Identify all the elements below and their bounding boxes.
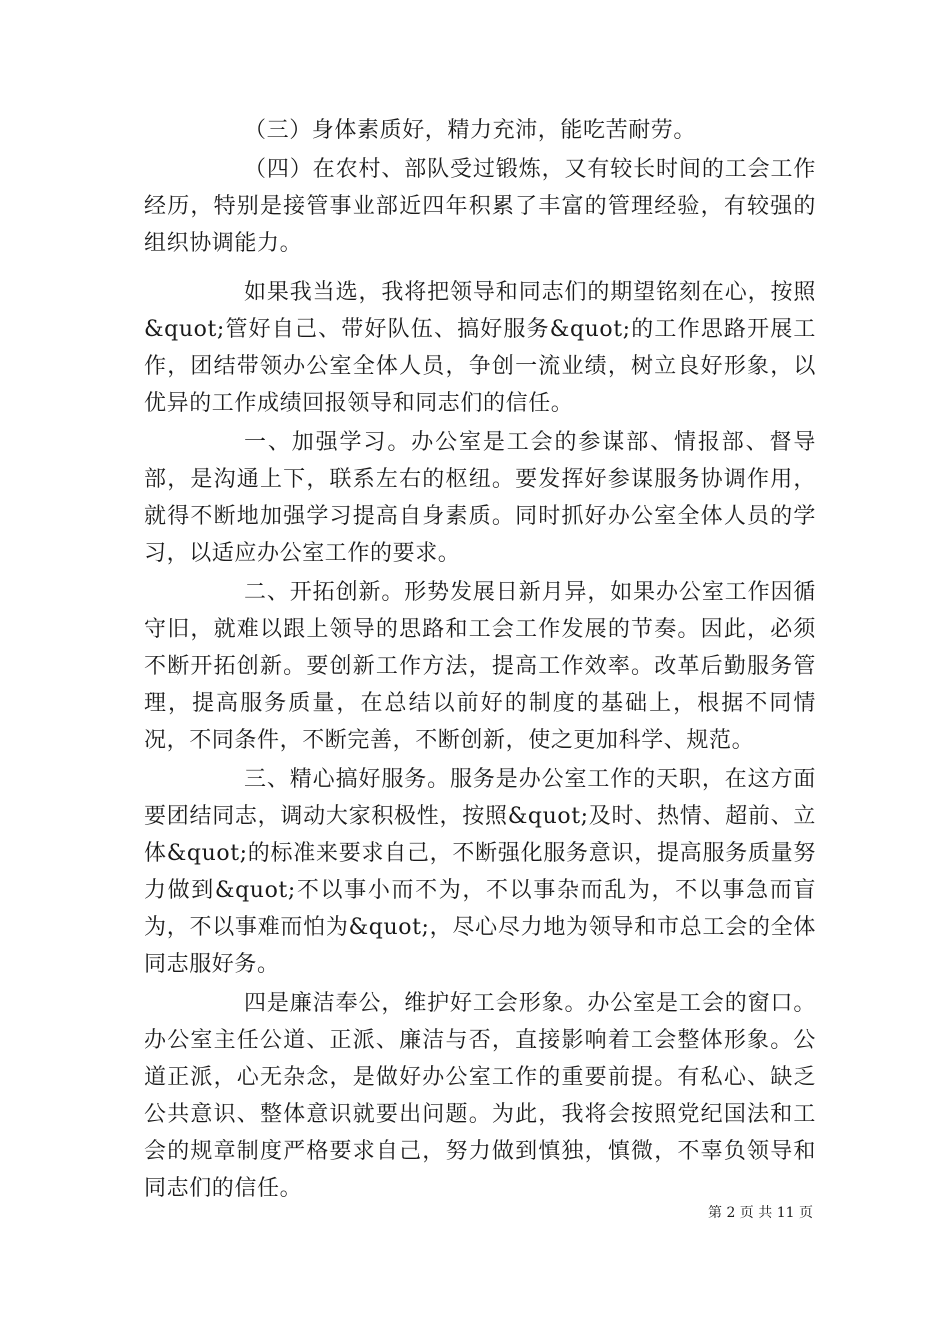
paragraph-innovation: 二、开拓创新。形势发展日新月异，如果办公室工作因循守旧，就难以跟上领导的思路和工会工作发展的节奏。因此，必须不断开拓创新。要创新工作方法，提高工作效率。改革后勤服务管理，提高服务质量，在总结以前好的制度的基础上，根据不同情况，不同条件，不断完善，不断创新，使之更加科学、规范。 [144, 580, 816, 753]
paragraph-if-elected: 如果我当选，我将把领导和同志们的期望铭刻在心，按照&quot;管好自己、带好队伍、搞好服务&quot;的工作思路开展工作，团结带领办公室全体人员，争创一流业绩，树立良好形象，以优异的工作成绩回报领导和同志们的信任。 [144, 280, 816, 416]
page-number-footer: 第 2 页 共 11 页 [708, 1205, 813, 1221]
paragraph-service: 三、精心搞好服务。服务是办公室工作的天职，在这方面要团结同志，调动大家积极性，按照&quot;及时、热情、超前、立体&quot;的标准来要求自己，不断强化服务意识，提高服务质量努力做到&quot;不以事小而不为，不以事杂而乱为，不以事急而盲为，不以事难而怕为&quot;，尽心尽力地为领导和市总工会的全体同志服好务。 [144, 767, 816, 977]
paragraph-work-experience: （四）在农村、部队受过锻炼，又有较长时间的工会工作经历，特别是接管事业部近四年积累了丰富的管理经验，有较强的组织协调能力。 [144, 157, 816, 256]
paragraph-integrity: 四是廉洁奉公，维护好工会形象。办公室是工会的窗口。办公室主任公道、正派、廉洁与否，直接影响着工会整体形象。公道正派，心无杂念，是做好办公室工作的重要前提。有私心、缺乏公共意识、整体意识就要出问题。为此，我将会按照党纪国法和工会的规章制度严格要求自己，努力做到慎独，慎微，不辜负领导和同志们的信任。 [144, 991, 816, 1201]
paragraph-physical-quality: （三）身体素质好，精力充沛，能吃苦耐劳。 [244, 118, 697, 143]
body-text [144, 112, 816, 1207]
paragraph-strengthen-learning: 一、加强学习。办公室是工会的参谋部、情报部、督导部，是沟通上下，联系左右的枢纽。要发挥好参谋服务协调作用，就得不断地加强学习提高自身素质。同时抓好办公室全体人员的学习，以适应办公室工作的要求。 [144, 430, 816, 566]
